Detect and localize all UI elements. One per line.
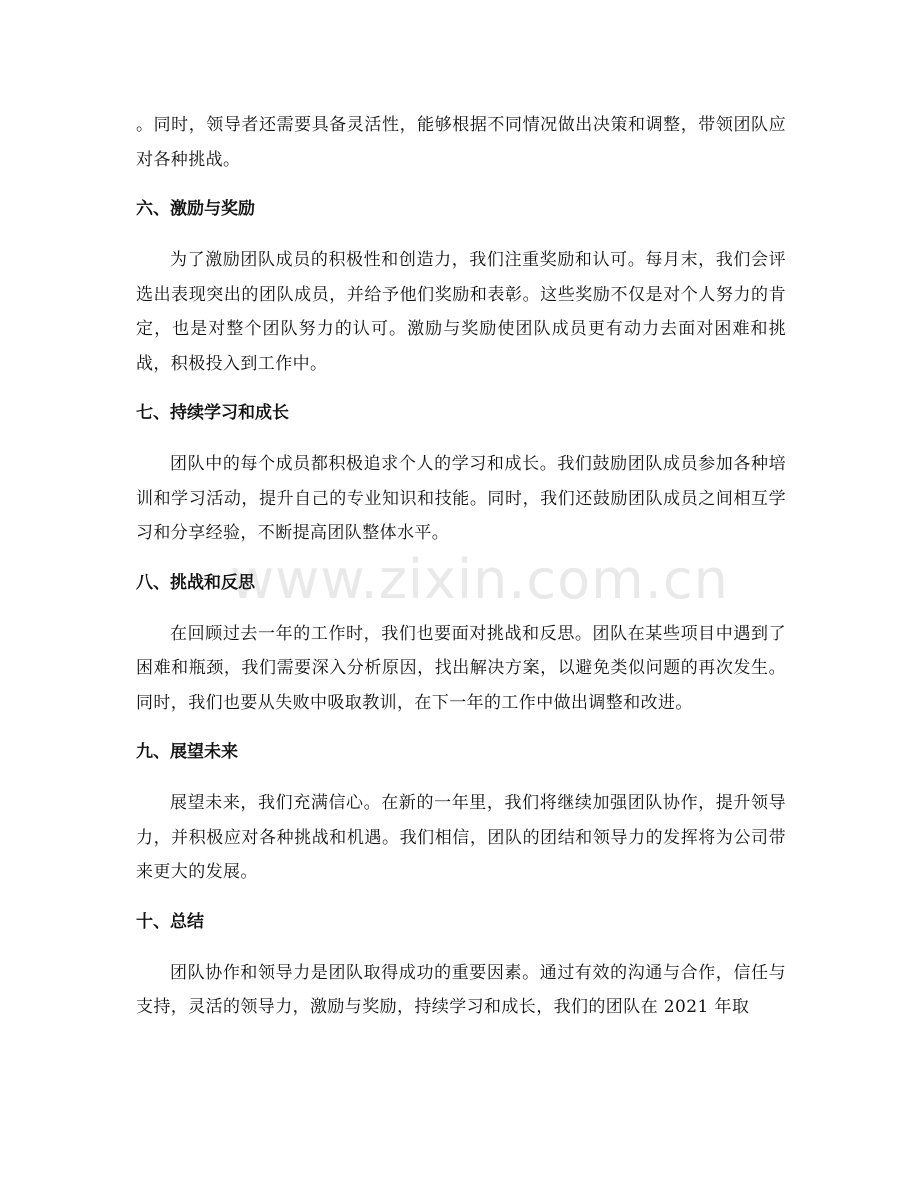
section-heading-10: 十、总结 — [136, 911, 204, 932]
watermark-text: www.zixin.com.cn — [230, 548, 729, 611]
section-heading-6: 六、激励与奖励 — [136, 199, 255, 219]
section-body-10: 团队协作和领导力是团队取得成功的重要因素。通过有效的沟通与合作，信任与支持，灵活的领导力，激励与奖励，持续学习和成长，我们的团队在 2021 年取 — [136, 962, 786, 1017]
section-heading-9: 九、展望未来 — [136, 742, 238, 762]
section-body-6: 为了激励团队成员的积极性和创造力，我们注重奖励和认可。每月末，我们会评选出表现突出的团队成员，并给予他们奖励和表彰。这些奖励不仅是对个人努力的肯定，也是对整个团队努力的认可。激励与奖励使团队成员更有动力去面对困难和挑战，积极投入到工作中。 — [136, 250, 786, 374]
section-body-8: 在回顾过去一年的工作时，我们也要面对挑战和反思。团队在某些项目中遇到了困难和瓶颈，我们需要深入分析原因，找出解决方案，以避免类似问题的再次发生。同时，我们也要从失败中吸取教训，在下一年的工作中做出调整和改进。 — [136, 623, 786, 713]
section-body-7: 团队中的每个成员都积极追求个人的学习和成长。我们鼓励团队成员参加各种培训和学习活动，提升自己的专业知识和技能。同时，我们还鼓励团队成员之间相互学习和分享经验，不断提高团队整体水平。 — [136, 454, 786, 543]
intro-paragraph: 。同时，领导者还需要具备灵活性，能够根据不同情况做出决策和调整，带领团队应对各种挑战。 — [136, 115, 786, 170]
section-body-9: 展望未来，我们充满信心。在新的一年里，我们将继续加强团队协作，提升领导力，并积极应对各种挑战和机遇。我们相信，团队的团结和领导力的发挥将为公司带来更大的发展。 — [136, 793, 786, 882]
section-heading-8: 八、挑战和反思 — [136, 572, 255, 593]
section-heading-7: 七、持续学习和成长 — [136, 403, 289, 423]
